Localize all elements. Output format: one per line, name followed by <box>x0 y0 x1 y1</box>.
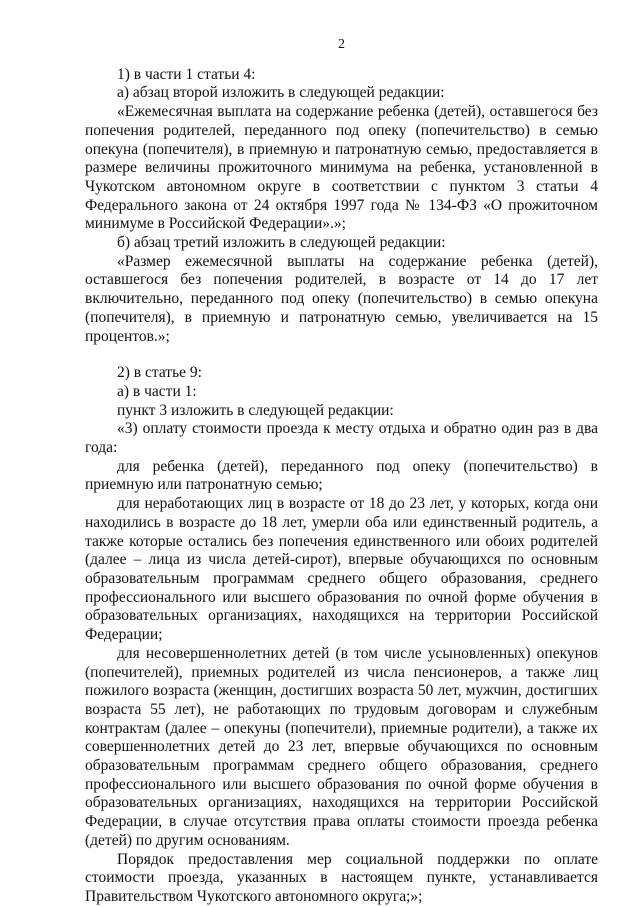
paragraph: Порядок предоставления мер социальной поддержки по оплате стоимости проезда, указанных в настоящем пункте, устанавливается Правительством Чукотского автономного округа;»; <box>85 850 598 905</box>
paragraph: для несовершеннолетних детей (в том числе усыновленных) опекунов (попечителей), приемных родителей из числа пенсионеров, а также лиц пожилого возраста (женщин, достигших возраста 50 лет, мужчин, достигших возраста 55 лет), не работающих по трудовым договорам и служебным контрактам (далее – опекуны (попечители), приемные родители), а также их совершеннолетних детей до 23 лет, впервые обучающихся по основным образовательным программам среднего общего образования, среднего профессионального или высшего образования по очной форме обучения в образовательных организациях, находящихся на территории Российской Федерации, в случае отсутствия права оплаты стоимости проезда ребенка (детей) по другим основаниям. <box>85 644 598 849</box>
paragraph: «Ежемесячная выплата на содержание ребенка (детей), оставшегося без попечения родителей, переданного под опеку (попечительство) в семью опекуна (попечителя), в приемную и патронатную семью, предоставляется в размере величины прожиточного минимума на ребенка, установленной в Чукотском автономном округе в соответствии с пунктом 3 статьи 4 Федерального закона от 24 октября 1997 года № 134-ФЗ «О прожиточном минимуме в Российской Федерации».»; <box>85 103 598 233</box>
paragraph: б) абзац третий изложить в следующей редакции: <box>117 234 446 252</box>
paragraph: а) в части 1: <box>117 382 197 400</box>
paragraph: 1) в части 1 статьи 4: <box>117 65 256 83</box>
paragraph: а) абзац второй изложить в следующей редакции: <box>117 84 445 102</box>
paragraph: пункт 3 изложить в следующей редакции: <box>117 401 394 419</box>
paragraph: 2) в статье 9: <box>117 364 202 382</box>
page-number: 2 <box>338 37 345 52</box>
paragraph: для неработающих лиц в возрасте от 18 до 23 лет, у которых, когда они находились в возрасте до 18 лет, умерли оба или единственный родитель, а также которые остались без попечения единственного или обоих родителей (далее – лица из числа детей-сирот), впервые обучающихся по основным образовательным программам среднего общего образования, среднего профессионального или высшего образования по очной форме обучения в образовательных организациях, находящихся на территории Российской Федерации; <box>85 495 598 644</box>
paragraph: для ребенка (детей), переданного под опеку (попечительство) в приемную или патронатную семью; <box>85 457 598 494</box>
document-body <box>85 66 598 907</box>
paragraph: «Размер ежемесячной выплаты на содержание ребенка (детей), оставшегося без попечения родителей, в возрасте от 14 до 17 лет включительно, переданного под опеку (попечительство) в семью опекуна (попечителя), в приемную и патронатную семью, увеличивается на 15 процентов.»; <box>85 252 598 345</box>
paragraph: «3) оплату стоимости проезда к месту отдыха и обратно один раз в два года: <box>85 420 598 457</box>
